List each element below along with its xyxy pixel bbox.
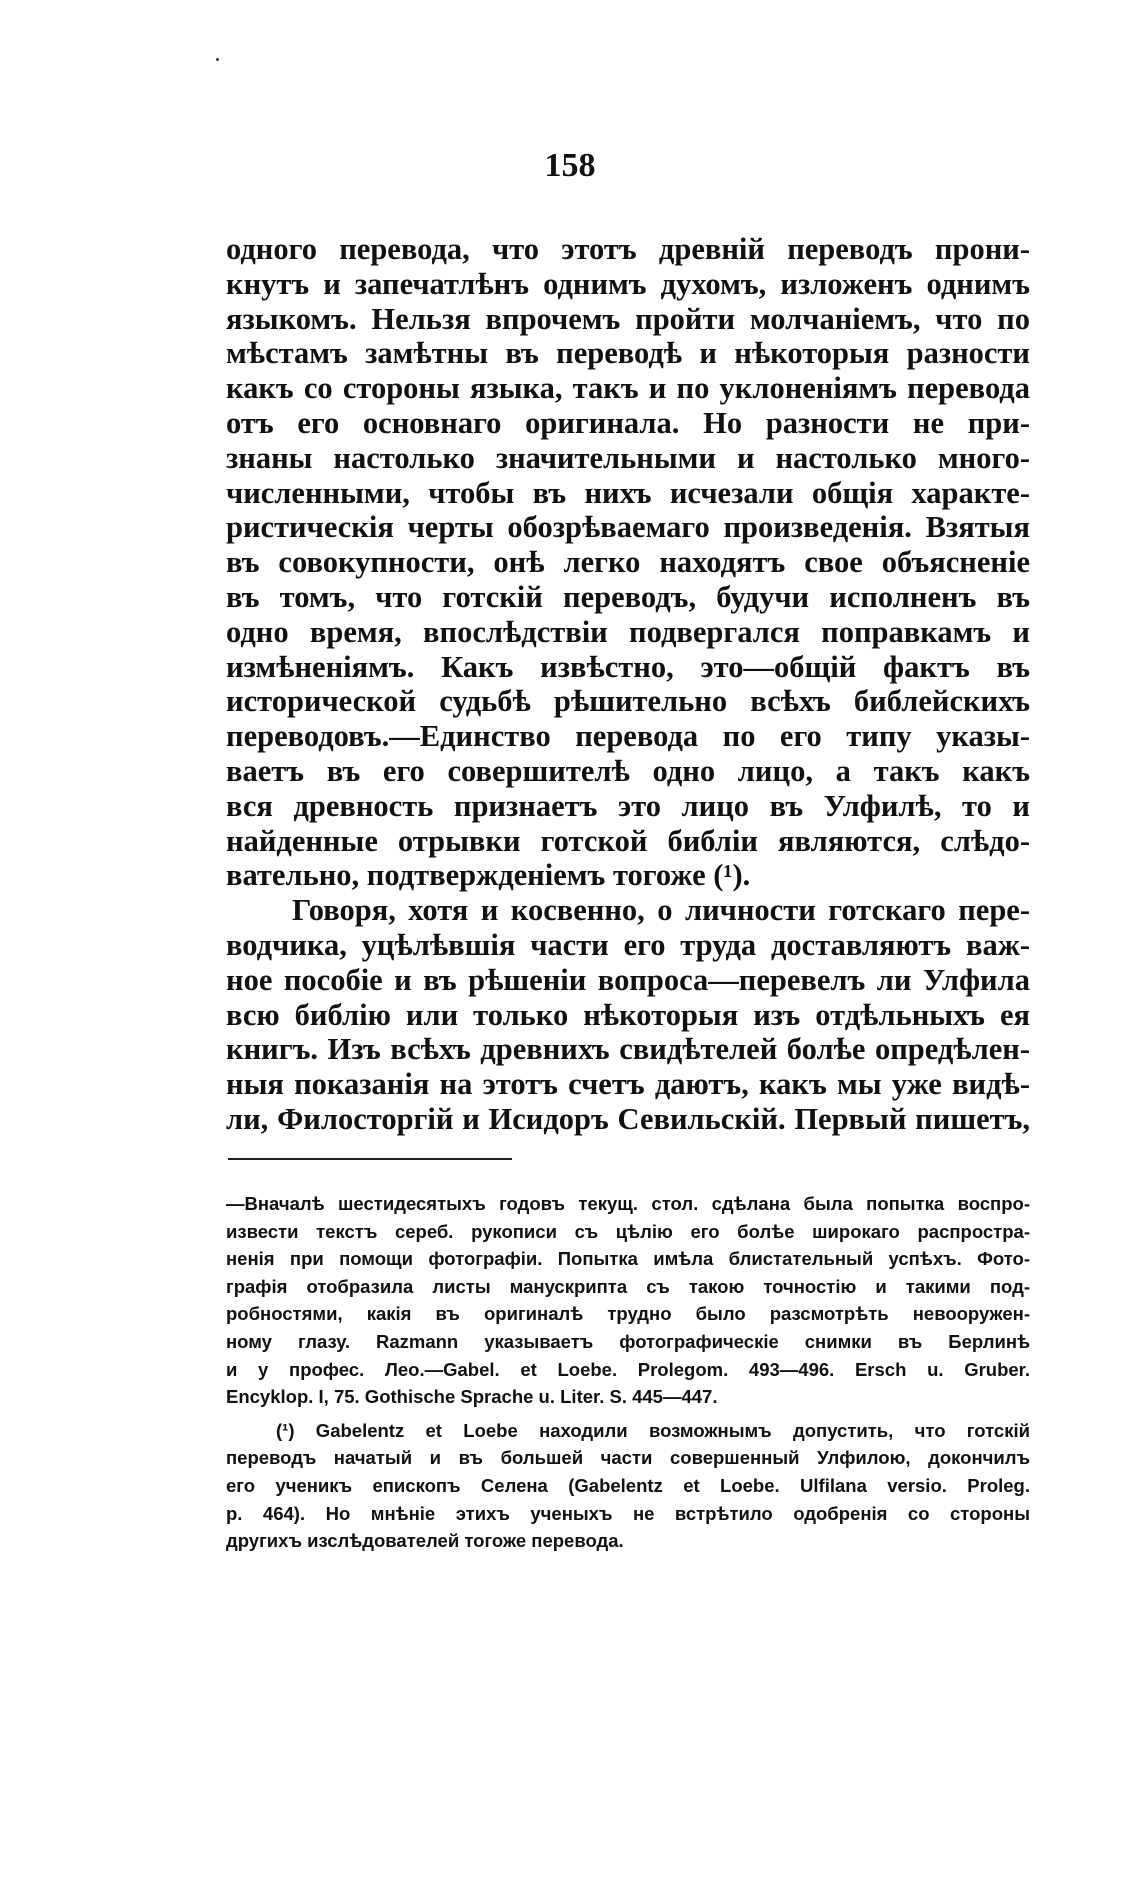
body-text-line: измѣненіямъ. Какъ извѣстно, это—общій фактъ въ	[226, 649, 1030, 684]
footnote-continuation-line: робностями, какія въ оригиналѣ трудно было разсмотрѣть невооружен-	[226, 1303, 1030, 1325]
footnote-1-line: другихъ изслѣдователей тогоже перевода.	[226, 1530, 624, 1552]
body-text-line: численными, чтобы въ нихъ исчезали общія характе-	[226, 475, 1030, 510]
body-text-line: найденные отрывки готской библіи являются, слѣдо-	[226, 823, 1030, 858]
footnote-1-line: переводъ начатый и въ большей части совершенный Улфилою, докончилъ	[226, 1447, 1030, 1469]
body-text-line: ваетъ въ его совершителѣ одно лицо, а такъ какъ	[226, 753, 1030, 788]
body-text-line: отъ его основнаго оригинала. Но разности не при-	[226, 405, 1030, 440]
body-text-line: всю библію или только нѣкоторыя изъ отдѣльныхъ ея	[226, 997, 1030, 1032]
footnotes-block	[226, 1190, 1030, 1555]
stray-print-mark	[216, 58, 219, 61]
body-text-line: переводовъ.—Единство перевода по его типу указы-	[226, 719, 1030, 754]
body-text-line: ли, Филосторгій и Исидоръ Севильскій. Первый пишетъ,	[226, 1101, 1030, 1136]
body-text-line: водчика, уцѣлѣвшія части его труда доставляютъ важ-	[226, 927, 1030, 962]
footnote-1-line: его ученикъ епископъ Селена (Gabelentz et Loebe. Ulfilana versio. Proleg.	[226, 1474, 1030, 1496]
main-text-block	[226, 232, 1030, 1137]
body-text-line: книгъ. Изъ всѣхъ древнихъ свидѣтелей болѣе опредѣлен-	[226, 1032, 1030, 1067]
body-text-line: кнутъ и запечатлѣнъ однимъ духомъ, изложенъ однимъ	[226, 266, 1030, 301]
body-text-line: въ томъ, что готскій переводъ, будучи исполненъ въ	[226, 579, 1030, 614]
body-text-line: какъ со стороны языка, такъ и по уклоненіямъ перевода	[226, 371, 1030, 406]
body-text-line: вательно, подтвержденіемъ тогоже (¹).	[226, 858, 751, 893]
footnote-continuation-line: —Вначалѣ шестидесятыхъ годовъ текущ. стол. сдѣлана была попытка воспро-	[226, 1193, 1030, 1214]
body-text-line: ныя показанія на этотъ счетъ даютъ, какъ мы уже видѣ-	[226, 1067, 1030, 1102]
body-text-line: въ совокупности, онѣ легко находятъ свое объясненіе	[226, 545, 1030, 580]
footnote-1-first-line: (¹) Gabelentz et Loebe находили возможнымъ допустить, что готскій	[276, 1419, 1030, 1441]
page-number: 158	[544, 147, 596, 184]
body-text-line: ристическія черты обозрѣваемаго произведенія. Взятыя	[226, 510, 1030, 545]
body-text-line: ное пособіе и въ рѣшеніи вопроса—перевелъ ли Улфила	[226, 962, 1030, 997]
footnote-continuation-line: графія отобразила листы манускрипта съ такою точностію и такими под-	[226, 1275, 1030, 1297]
body-text-line: одно время, впослѣдствіи подвергался поправкамъ и	[226, 614, 1030, 649]
body-text-line: одного перевода, что этотъ древній переводъ прони-	[226, 232, 1030, 266]
footnote-continuation-line: извести текстъ сереб. рукописи съ цѣлію его болѣе широкаго распростра-	[226, 1220, 1030, 1242]
body-text-line: мѣстамъ замѣтны въ переводѣ и нѣкоторыя разности	[226, 336, 1030, 371]
footnote-continuation-line: ному глазу. Razmann указываетъ фотографическіе снимки въ Берлинѣ	[226, 1330, 1030, 1352]
body-text-line: языкомъ. Нельзя впрочемъ пройти молчаніемъ, что по	[226, 301, 1030, 336]
body-text-line: знаны настолько значительными и настолько много-	[226, 440, 1030, 475]
paragraph-start-line: Говоря, хотя и косвенно, о личности готскаго пере-	[292, 893, 1030, 928]
footnote-separator-rule	[228, 1158, 512, 1160]
body-text-line: исторической судьбѣ рѣшительно всѣхъ библейскихъ	[226, 684, 1030, 719]
footnote-continuation-line: и у профес. Лео.—Gabel. et Loebe. Prolegom. 493—496. Ersch u. Gruber.	[226, 1358, 1030, 1380]
body-text-line: вся древность признаетъ это лицо въ Улфилѣ, то и	[226, 788, 1030, 823]
footnote-1-line: p. 464). Но мнѣніе этихъ ученыхъ не встрѣтило одобренія со стороны	[226, 1502, 1030, 1524]
footnote-continuation-line: Encyklop. I, 75. Gothische Sprache u. Liter. S. 445—447.	[226, 1386, 718, 1408]
footnote-continuation-line: ненія при помощи фотографіи. Попытка имѣла блистательный успѣхъ. Фото-	[226, 1248, 1030, 1270]
